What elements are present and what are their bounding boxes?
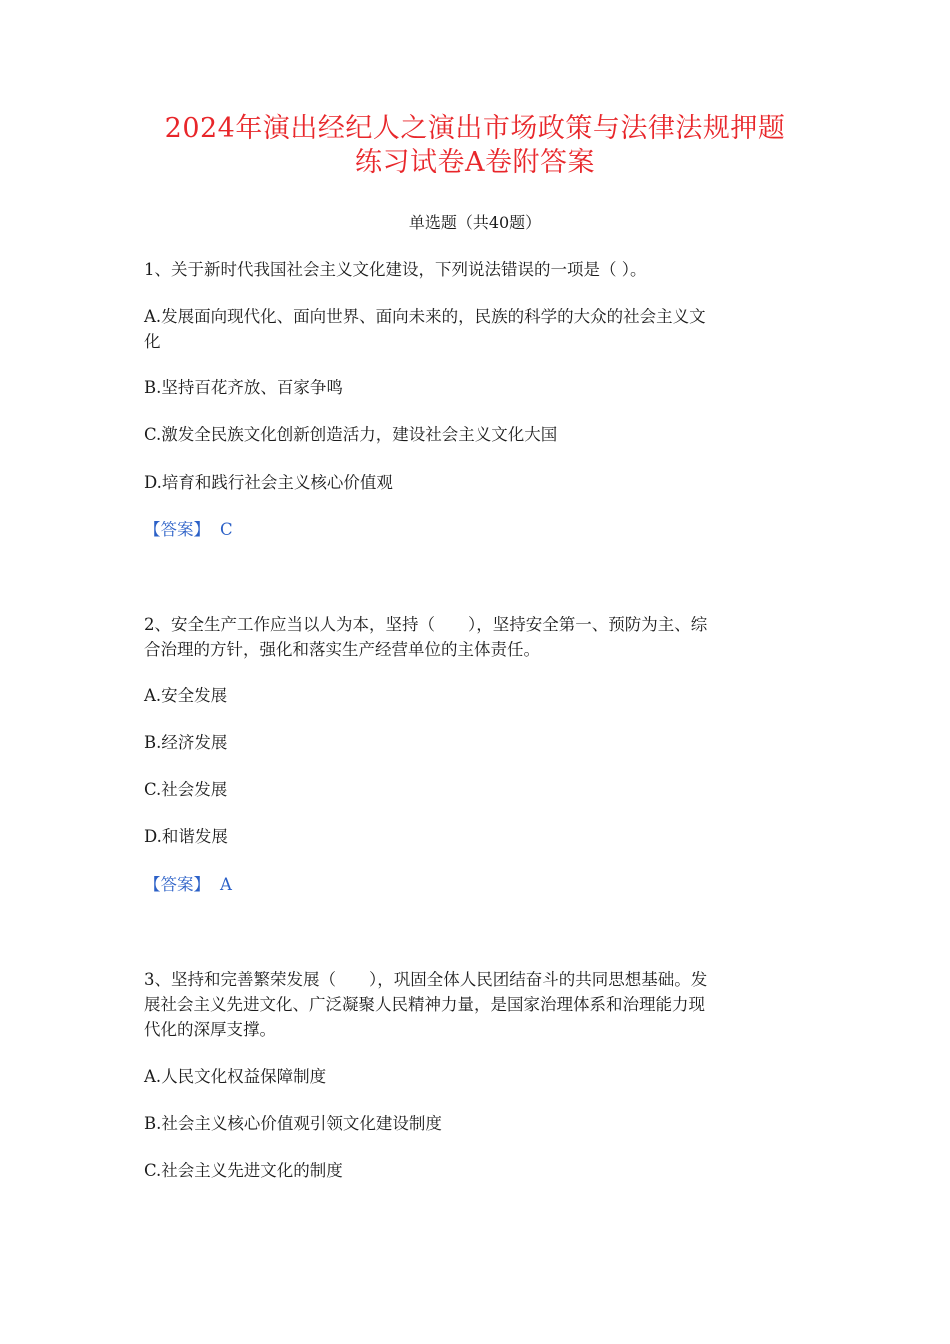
question-1-option-c: C.激发全民族文化创新创造活力，建设社会主义文化大国 xyxy=(144,425,558,444)
question-2-option-a: A.安全发展 xyxy=(144,686,228,705)
document-title-line-2: 练习试卷A卷附答案 xyxy=(355,147,595,178)
section-label: 单选题（共40题） xyxy=(408,213,542,232)
question-2-option-b: B.经济发展 xyxy=(144,733,228,752)
question-1-option-a: A.发展面向现代化、面向世界、面向未来的，民族的科学的大众的社会主义文 xyxy=(144,307,706,326)
question-2-option-c: C.社会发展 xyxy=(144,780,228,799)
question-1-option-a-cont: 化 xyxy=(144,332,161,351)
question-3-option-b: B.社会主义核心价值观引领文化建设制度 xyxy=(144,1114,442,1133)
answer-tag: 【答案】 xyxy=(144,875,210,894)
question-3-stem-line-2: 展社会主义先进文化、广泛凝聚人民精神力量，是国家治理体系和治理能力现 xyxy=(144,995,705,1014)
question-2-stem-line-2: 合治理的方针，强化和落实生产经营单位的主体责任。 xyxy=(144,640,540,659)
question-3-option-a: A.人民文化权益保障制度 xyxy=(144,1067,327,1086)
answer-tag: 【答案】 xyxy=(144,520,210,539)
document-title-line-1: 2024年演出经纪人之演出市场政策与法律法规押题 xyxy=(164,113,786,144)
question-2-option-d: D.和谐发展 xyxy=(144,827,228,846)
question-1-option-b: B.坚持百花齐放、百家争鸣 xyxy=(144,378,343,397)
question-1-option-d: D.培育和践行社会主义核心价值观 xyxy=(144,473,393,492)
question-3-option-c: C.社会主义先进文化的制度 xyxy=(144,1161,343,1180)
question-2-answer xyxy=(144,873,824,897)
question-3-stem-line-3: 代化的深厚支撑。 xyxy=(144,1020,276,1039)
question-1-stem: 1、关于新时代我国社会主义文化建设，下列说法错误的一项是（ ）。 xyxy=(144,260,647,279)
answer-value: C xyxy=(220,520,233,539)
question-2-stem-line-1: 2、安全生产工作应当以人为本，坚持（ ），坚持安全第一、预防为主、综 xyxy=(144,615,708,634)
question-3-stem-line-1: 3、坚持和完善繁荣发展（ ），巩固全体人民团结奋斗的共同思想基础。发 xyxy=(144,970,708,989)
question-1-answer xyxy=(144,518,824,542)
answer-value: A xyxy=(220,875,232,894)
